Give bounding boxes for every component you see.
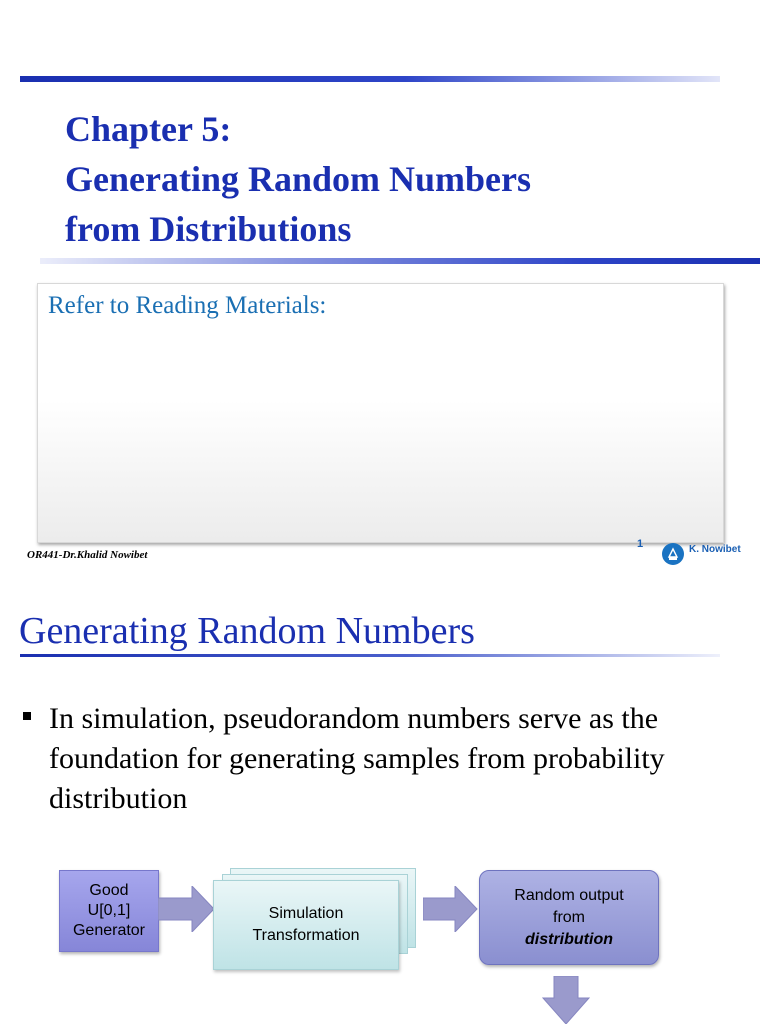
output-label-emphasis: distribution: [525, 930, 613, 948]
slide-title-divider-line: [20, 654, 720, 657]
generator-box: [59, 870, 159, 952]
output-label-line-1: Random output: [514, 886, 624, 904]
arrow-right-icon: [158, 886, 216, 932]
arrow-down-icon: [542, 976, 590, 1024]
chapter-title: [65, 104, 745, 254]
footer-brand: K. Nowibet: [689, 544, 741, 555]
reading-materials-label: Refer to Reading Materials:: [48, 292, 327, 319]
page-number: 1: [637, 538, 644, 550]
logo-emblem-icon: [662, 543, 684, 565]
generator-label-line-2: U[0,1]: [87, 902, 131, 919]
arrow-right-icon-2: [423, 886, 479, 932]
transformation-box: [213, 880, 399, 970]
slide-title: Generating Random Numbers: [19, 610, 475, 652]
output-label-line-2: from: [553, 908, 585, 926]
transformation-label-line-1: Simulation: [268, 905, 344, 922]
chapter-title-line-1: Chapter 5:: [65, 109, 232, 149]
output-box: [479, 870, 659, 965]
top-divider-line: [20, 76, 720, 82]
chapter-title-line-2: Generating Random Numbers: [65, 159, 531, 199]
university-logo-icon: [662, 543, 684, 565]
generator-label-line-1: Good: [89, 882, 129, 899]
footer-author: OR441-Dr.Khalid Nowibet: [27, 549, 148, 561]
bullet-text: In simulation, pseudorandom numbers serve as the foundation for generating samples from probability distribution: [49, 702, 665, 815]
reading-materials-box: [37, 283, 724, 543]
title-divider-line: [40, 258, 760, 264]
chapter-title-line-3: from Distributions: [65, 209, 352, 249]
generator-label-line-3: Generator: [72, 922, 146, 939]
transformation-label-line-2: Transformation: [252, 927, 360, 944]
bullet-square-icon: [23, 712, 31, 720]
